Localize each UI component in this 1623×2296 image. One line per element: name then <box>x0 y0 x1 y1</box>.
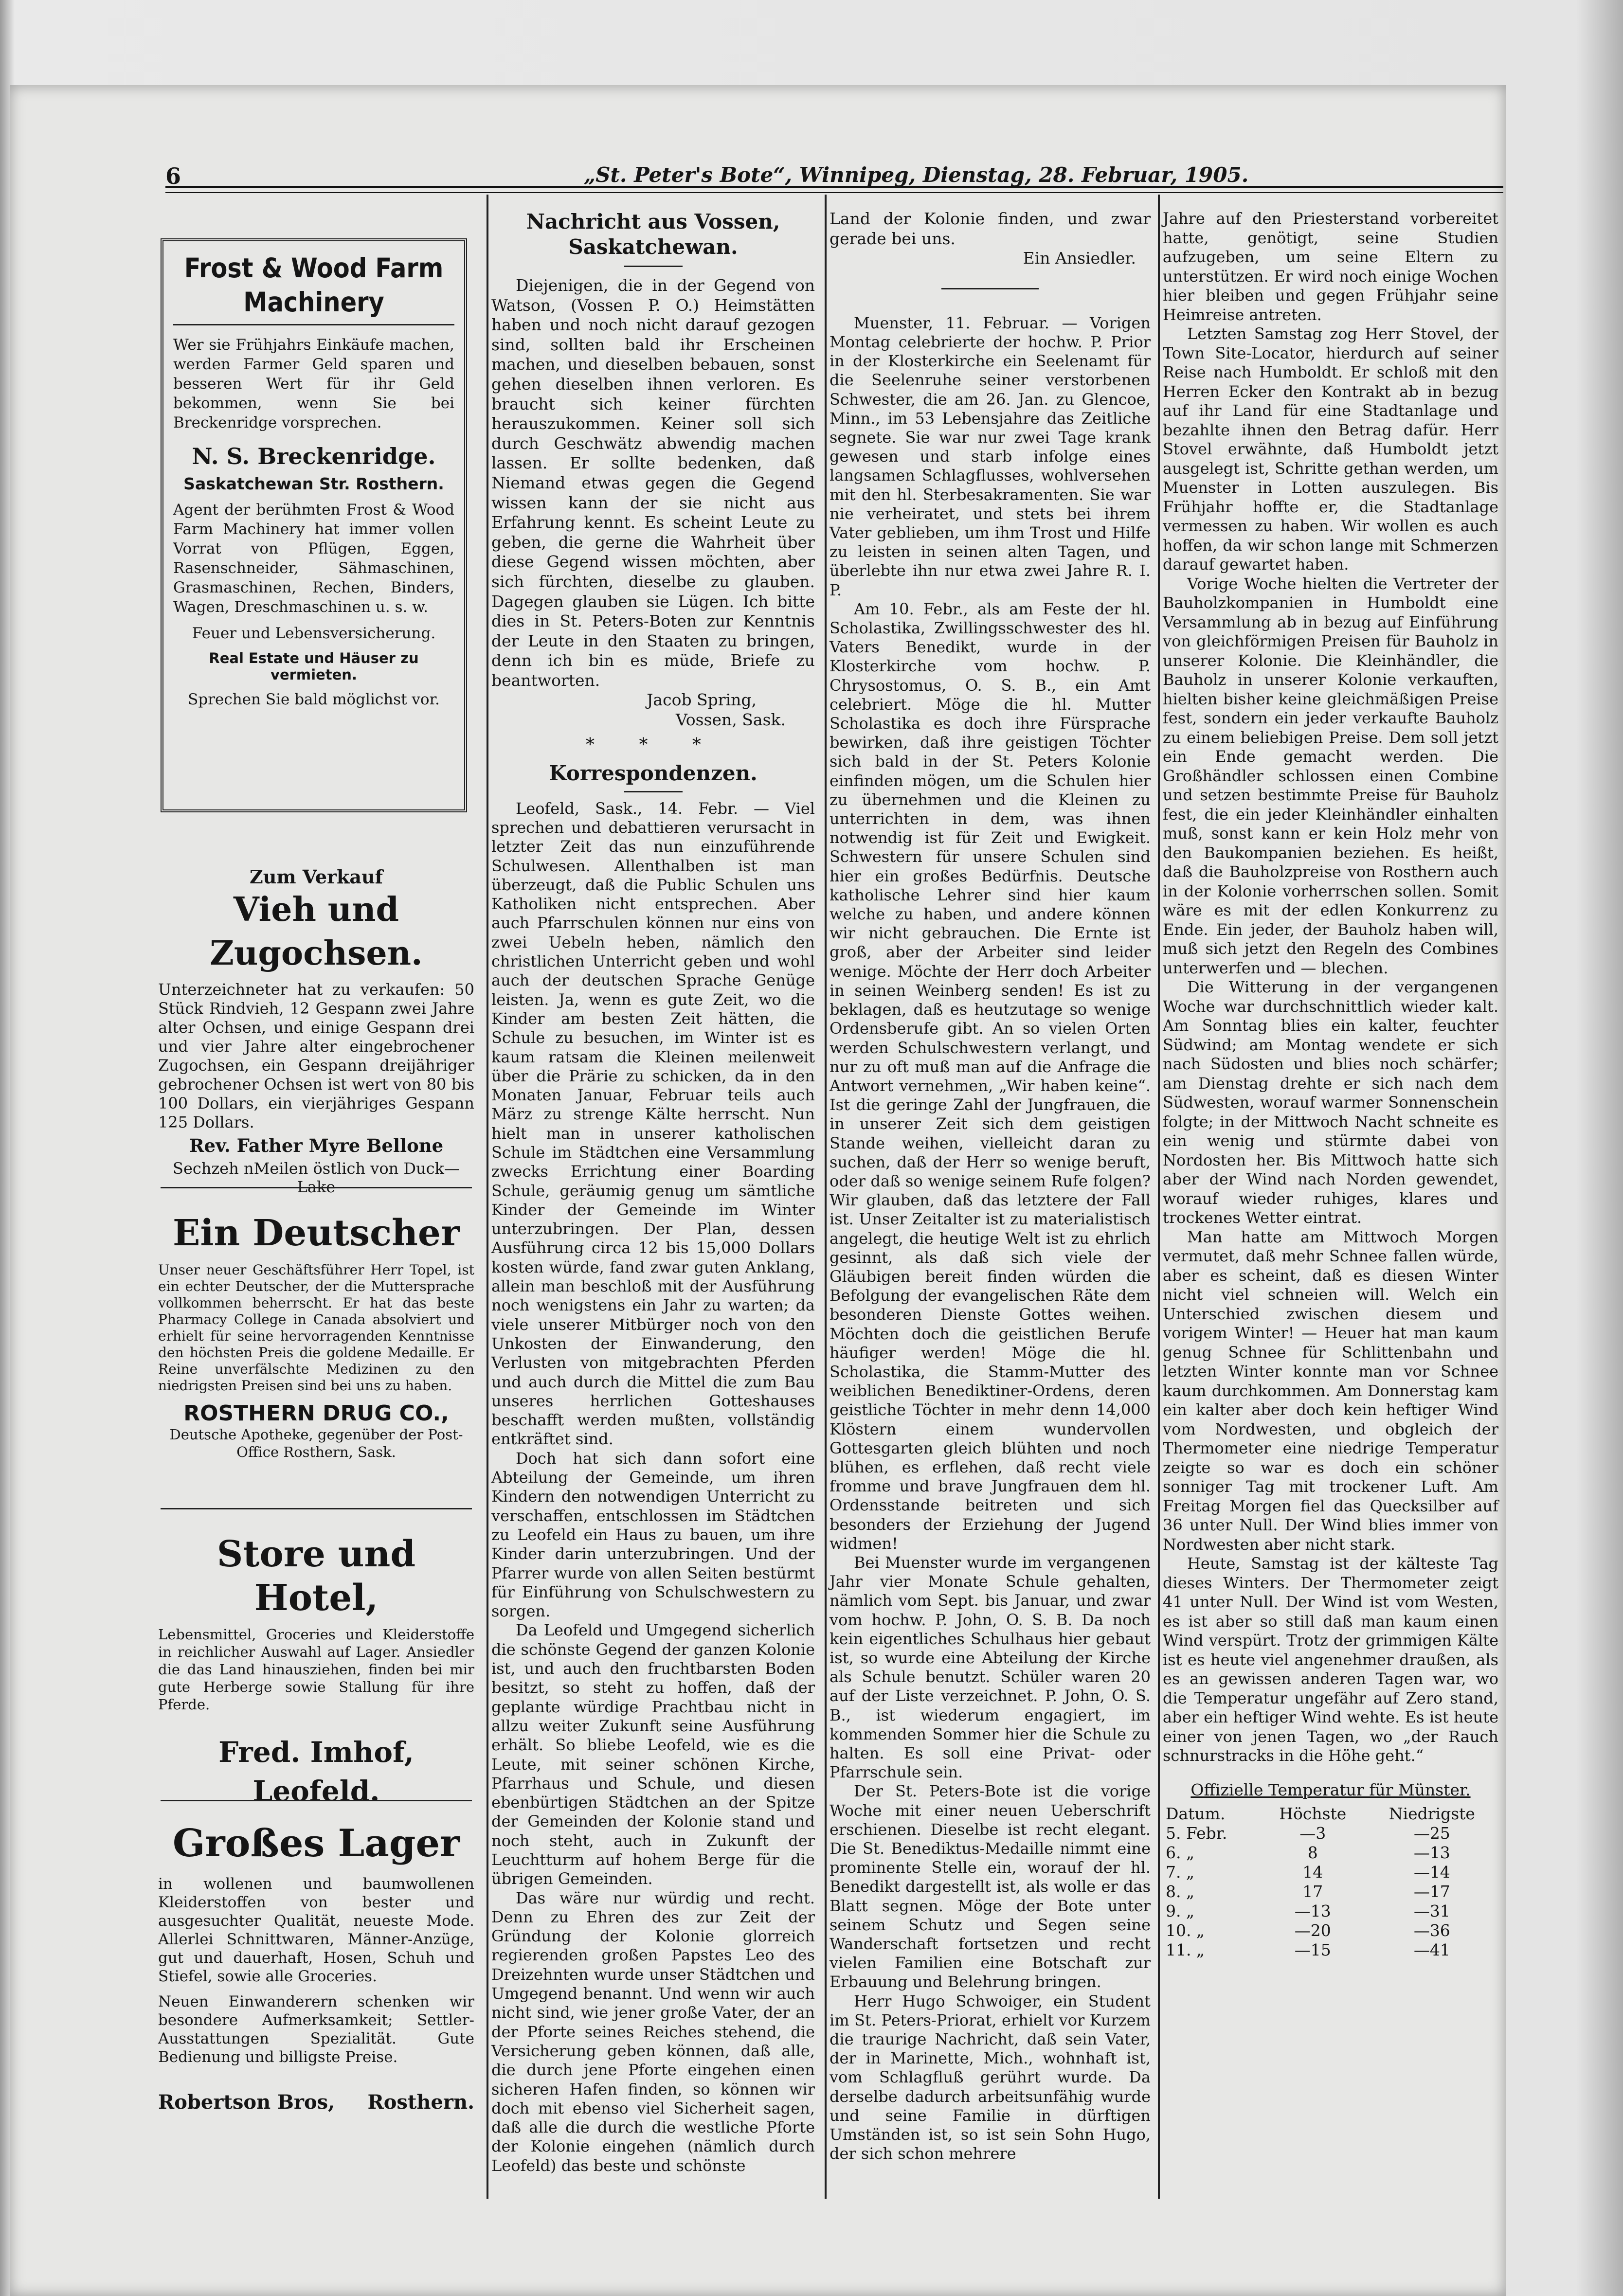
vossen-signer: Jacob Spring, <box>647 690 757 710</box>
header-datum: Datum. <box>1166 1804 1226 1823</box>
frost-wood-closing: Sprechen Sie bald möglichst vor. <box>188 691 440 708</box>
lager-ad <box>158 1819 474 2115</box>
table-row <box>1163 1901 1498 1921</box>
column-rule-2 <box>825 195 827 2199</box>
cell-low: —41 <box>1413 1940 1450 1959</box>
cell-high: 8 <box>1307 1843 1318 1862</box>
store-hotel-title: Store und Hotel, <box>216 1533 416 1619</box>
lager-signer-place: Rosthern. <box>367 2091 474 2114</box>
frost-wood-body: Agent der berühmten Frost & Wood Farm Machinery hat immer vollen Vorrat von Pflügen, Eggen, Rasenschneider, Sähmaschinen, Grasmaschinen, Rechen, Binders, Wagen, Dreschmaschinen u. s. w. <box>173 501 454 616</box>
leofeld-article <box>491 799 815 2175</box>
deutscher-title: Ein Deutscher <box>173 1212 460 1254</box>
cell-low: —31 <box>1413 1901 1450 1920</box>
ad-separator-3 <box>161 1800 472 1801</box>
breckenridge-name: N. S. Breckenridge. <box>192 443 436 469</box>
table-row <box>1163 1863 1498 1882</box>
lager-body: in wollenen und baumwollenen Kleiderstoffen von bester und ausgesuchter Qualität, neueste Mode. Allerlei Schnittwaren, Männer-Anzüge, gut und dauerhaft, Hosen, Schuh und Stiefel, sowie alle Groceries. <box>158 1875 474 1985</box>
cell-high: —20 <box>1294 1920 1331 1940</box>
leofeld-para-1: Leofeld, Sask., 14. Febr. — Viel sprechen und debattieren verursacht in letzter Zeit das nun einzuführende Schulwesen. Allenthalben ist man überzeugt, daß die Public Schulen uns Katholiken nicht entsprechen. Aber auch Pfarrschulen können nur eins von zwei Uebeln heben, nämlich den christlichen Unterricht geben und wohl auch der deutschen Sprache Genüge leisten. Ja, wenn es gute Zeit, wo die Kinder am besten Zeit hätten, die Schule zu besuchen, im Winter ist es kaum ratsam die Kleinen meilenweit über die Prärie zu schicken, da in den Monaten Januar, Februar teils auch März zu strenge Kälte herrscht. Nun hielt man in unserer katholischen Schule im Städtchen eine Versammlung zwecks Errichtung einer Boarding Schule, geräumig genug um sämtliche Kinder der Gemeinde im Winter unterzubringen. Der Plan, dessen Ausführung circa 12 bis 15,000 Dollars kosten würde, fand zwar guten Anklang, allein man beschloß mit der Ausführung noch wenigstens ein Jahr zu warten; da viele unserer Mitbürger noch von den Unkosten der Einwanderung, den Verlusten von mitgebrachten Pferden und auch durch die Mittel die zum Bau unseres herrlichen Gotteshauses beschafft werden mußten, vollständig entkräftet sind. <box>491 799 815 1449</box>
cell-high: 14 <box>1302 1862 1323 1882</box>
muenster-article <box>830 314 1151 2164</box>
cell-date: 6. „ <box>1166 1843 1195 1862</box>
temperature-title: Offizielle Temperatur für Münster. <box>1190 1780 1471 1799</box>
table-row <box>1163 1824 1498 1843</box>
cell-date: 9. „ <box>1166 1901 1195 1920</box>
deutscher-ad <box>158 1211 474 1461</box>
drug-co-address: Deutsche Apotheke, gegenüber der Post-Office Rosthern, Sask. <box>169 1426 463 1460</box>
muenster-para-1: Muenster, 11. Februar. — Vorigen Montag celebrierte der hochw. P. Prior in der Klosterkirche ein Seelenamt für die Seelenruhe seiner verstorbenen Schwester, die am 26. Jan. zu Glencoe, Minn., im 53 Lebensjahre das Zeitliche segnete. Sie war nur zwei Tage krank gewesen und starb infolge eines langsamen Schlagflusses, wohlversehen mit den hl. Sterbesakramenten. Sie war nie verheiratet, und stets bei ihrem Vater geblieben, um ihm Trost und Hilfe zu leisten in seinen alten Tagen, und überlebte ihn nur etwa zwei Jahre R. I. P. <box>830 313 1151 599</box>
verkauf-title: Vieh und Zugochsen. <box>210 890 423 973</box>
masthead-line: „St. Peter's Bote“, Winnipeg, Dienstag, 28. Februar, 1905. <box>584 163 1249 187</box>
section-stars: * * * <box>586 735 721 755</box>
cell-high: —13 <box>1294 1901 1331 1920</box>
col4-para-5: Man hatte am Mittwoch Morgen vermutet, daß mehr Schnee fallen würde, aber es scheint, daß es diesen Winter nicht viel schneien will. Welch ein Unterschied zwischen diesem und vorigem Winter! — Heuer hat man kaum genug Schnee für Schlittenbahn und letzten Winter konnte man vor Schnee kaum durchkommen. Am Donnerstag kam ein kalter aber doch kein heftiger Wind vom Nordwesten, und obgleich der Thermometer eine niedrige Temperatur zeigte so war es doch ein schöner sonniger Tag mit trockener Luft. Am Freitag Morgen fiel das Quecksilber auf 36 unter Null. Der Wind blies immer von Nordwesten aber nicht stark. <box>1163 1227 1498 1554</box>
cell-high: 17 <box>1302 1882 1323 1901</box>
table-row <box>1163 1843 1498 1863</box>
leofeld-para-3: Da Leofeld und Umgegend sicherlich die schönste Gegend der ganzen Kolonie ist, und auch den fruchtbarsten Boden besitzt, so steht zu hoffen, daß der geplante würdige Prachtbau nicht in allzu weiter Zukunft seine Ausführung erhält. So bliebe Leofeld, wie es die Leute, mit seiner schönen Kirche, Pfarrhaus und Schule, und diesen ebenbürtigen Städtchen an der Spitze der Gemeinden der Kolonie stand und noch steht, auch in Zukunft der Leuchtturm auf hohem Berge für die übrigen Gemeinden. <box>491 1621 815 1888</box>
temperature-table <box>1163 1804 1498 1960</box>
cell-high: —3 <box>1299 1823 1326 1843</box>
cell-low: —17 <box>1413 1882 1450 1901</box>
cell-date: 8. „ <box>1166 1882 1195 1901</box>
header-niedrigste: Niedrigste <box>1389 1804 1475 1823</box>
cell-low: —36 <box>1413 1920 1450 1940</box>
drug-co-name: ROSTHERN DRUG CO., <box>183 1401 449 1426</box>
muenster-para-4: Der St. Peters-Bote ist die vorige Woche mit einer neuen Ueberschrift erschienen. Dieselbe ist recht elegant. Die St. Benediktus-Medaille nimmt eine prominente Stelle ein, worauf der hl. Benedikt dargestellt ist, als wolle er das Blatt segnen. Möge der Bote unter seinem Schutz und Segen seine Wanderschaft fortsetzen und recht vielen Familien eine Botschaft zur Erbauung und Belehrung bringen. <box>830 1782 1151 1991</box>
headline-rule <box>624 266 683 267</box>
cell-low: —14 <box>1413 1862 1450 1882</box>
subhead-rule <box>624 791 683 792</box>
col4-article <box>1163 209 1498 1766</box>
col4-para-1: Jahre auf den Priesterstand vorbereitet hatte, genötigt, seine Studien aufzugeben, um seine Eltern zu unterstützen. Er wird noch einige Wochen hier bleiben und gegen Frühjahr seine Heimreise antreten. <box>1163 209 1498 324</box>
verkauf-signer: Rev. Father Myre Bellone <box>189 1135 444 1156</box>
vossen-article <box>491 276 815 690</box>
breckenridge-address: Saskatchewan Str. Rosthern. <box>183 474 444 493</box>
column-2 <box>491 209 815 2175</box>
ad-separator-1 <box>161 1187 472 1188</box>
correspondence-heading: Korrespondenzen. <box>549 761 757 785</box>
column-rule-3 <box>1158 195 1160 2199</box>
column-4 <box>1163 209 1498 1960</box>
header-hoechste: Höchste <box>1279 1804 1347 1823</box>
lager-body-2: Neuen Einwanderern schenken wir besondere Aufmerksamkeit; Settler-Ausstattungen Spezialität. Gute Bedienung und billigste Preise. <box>158 1993 474 2066</box>
frost-wood-insurance: Feuer und Lebensversicherung. <box>192 625 436 642</box>
leofeld-para-2: Doch hat sich dann sofort eine Abteilung der Gemeinde, um ihren Kindern den notwendigen Unterricht zu verschaffen, entschlossen im Städtchen zu Leofeld ein Haus zu bauen, um ihre Kinder darin unterzubringen. Und der Pfarrer wurde von allen Seiten bestürmt für Einführung von Schulschwestern zu sorgen. <box>491 1449 815 1621</box>
col4-para-2: Letzten Samstag zog Herr Stovel, der Town Site-Locator, hierdurch auf seiner Reise nach Humboldt. Er schloß mit den Herren Ecker den Kontrakt ab in bezug auf ihr Land für eine Stadtanlage und bezahlte ihnen den Betrag dafür. Herr Stovel erwähnte, daß Humboldt jetzt ausgelegt ist, Schritte gethan werden, um Muenster in Lotten auszulegen. Bis Frühjahr hoffte er, die Stadtanlage vermessen zu haben. Wir wollen es auch hoffen, da wir schon lange mit Schmerzen darauf gewartet haben. <box>1163 324 1498 574</box>
muenster-para-5: Herr Hugo Schwoiger, ein Student im St. Peters-Priorat, erhielt vor Kurzem die traurige Nachricht, daß sein Vater, der in Marinette, Mich., wohnhaft ist, vom Schlagfluß gerührt wurde. Da derselbe dadurch arbeitsunfähig wurde und seine Familie in dürftigen Umständen ist, so ist sein Sohn Hugo, der sich schon mehrere <box>830 1991 1151 2163</box>
table-row <box>1163 1940 1498 1960</box>
frost-wood-real-estate: Real Estate und Häuser zu vermieten. <box>209 650 419 683</box>
table-row <box>1163 1882 1498 1901</box>
verkauf-kicker: Zum Verkauf <box>250 866 383 888</box>
lager-title: Großes Lager <box>172 1821 460 1866</box>
vossen-body: Diejenigen, die in der Gegend von Watson, (Vossen P. O.) Heimstätten haben und noch nicht darauf gezogen sind, sollten bald ihr Erscheinen machen, und dieselben bebauen, sonst gehen dieselben ihnen verloren. Es braucht sich keiner fürchten herauszukommen. Keiner soll sich durch Geschwätz abwendig machen lassen. Er sollte bedenken, daß Niemand etwas gegen die Gegend wissen kann der sie nicht aus Erfahrung kennt. Es scheint Leute zu geben, die gerne die Wahrheit über diese Gegend wissen möchten, aber sich fürchten, dieselbe zu glauben. Dagegen glauben sie Lügen. Ich bitte dies in St. Peters-Boten zur Kenntnis der Leute in den Staaten zu bringen, denn ich bin es müde, Briefe zu beantworten. <box>491 276 815 690</box>
ad-separator-2 <box>161 1508 472 1509</box>
col4-para-6: Heute, Samstag ist der kälteste Tag dieses Winters. Der Thermometer zeigt 41 unter Null. Der Wind ist vom Westen, es ist aber so still daß man kaum einen Wind verspürt. Trotz der grimmigen Kälte ist es heute viel angenehmer draußen, als es an gewissen anderen Tagen war, wo die Temperatur ungefähr auf Zero stand, aber ein heftiger Wind wehte. Es ist heute einer von jenen Tagen, wo „der Rauch schnurstracks in die Höhe geht.“ <box>1163 1554 1498 1765</box>
vossen-headline: Nachricht aus Vossen, Saskatchewan. <box>526 210 780 259</box>
cell-date: 11. „ <box>1166 1940 1205 1959</box>
column-3 <box>830 209 1151 2163</box>
leofeld-para-4: Das wäre nur würdig und recht. Denn zu Ehren des zur Zeit der Gründung der Kolonie glorreich regierenden großen Papstes Leo des Dreizehnten wurde unser Städtchen und Umgegend benannt. Und wenn wir auch nicht sind, wie jener große Vater, der an der Pforte seines Reiches stehend, die Versicherung geben können, daß alle, die durch jene Pforte eingehen einen sicheren Hafen finden, so können wir doch mit ebenso viel Sicherheit sagen, daß alle die durch die westliche Pforte der Kolonie eingehen (nämlich durch Leofeld) das beste und schönste <box>491 1888 815 2175</box>
cell-date: 7. „ <box>1166 1862 1195 1882</box>
col4-para-3: Vorige Woche hielten die Vertreter der Bauholzkompanien in Humboldt eine Versammlung ab in bezug auf Einführung von gleichförmigen Preisen für Bauholz in unserer Kolonie. Die Kleinhändler, die Bauholz in unserer Kolonie verkauften, hielten bisher keine gleichmäßigen Preise fest, sondern ein jeder verkaufte Bauholz zu einem beliebigen Preise. Dem soll jetzt ein Ende gemacht werden. Die Großhändler schlossen einen Combine und setzen bestimmte Preise für Bauholz fest, die ein jeder Kleinhändler einhalten muß, sonst kann er kein Holz mehr von den Baukompanien beziehen. Es heißt, daß die Bauholzpreise von Rosthern auch in der Kolonie vorherrschen sollen. Somit wäre es mit der edlen Konkurrenz zu Ende. Ein jeder, der Bauholz haben will, muß sich jetzt den Regeln des Combines unterwerfen und — blechen. <box>1163 574 1498 977</box>
verkauf-location: Sechzeh nMeilen östlich von Duck—Lake <box>173 1159 460 1196</box>
col3-signer: Ein Ansiedler. <box>1023 249 1136 268</box>
table-row <box>1163 1921 1498 1940</box>
lager-signer-name: Robertson Bros, <box>158 2091 335 2114</box>
frost-wood-ad <box>161 238 467 812</box>
temperature-header-row <box>1163 1804 1498 1824</box>
col4-para-4: Die Witterung in der vergangenen Woche war durchschnittlich wieder kalt. Am Sonntag blies ein kalter, feuchter Südwind; am Montag wendete er sich nach Südosten und blies noch schärfer; am Dienstag drehte er sich nach dem Südwesten, worauf warmer Sonnenschein folgte; in der Mittwoch Nacht schneite es ein wenig und stürmte dabei von Nordosten her. Bis Mittwoch hatte sich aber der Wind nach Norden gewendet, worauf wieder ruhiges, klares und trockenes Wetter eintrat. <box>1163 978 1498 1227</box>
header-rule <box>165 186 1503 193</box>
frost-wood-title: Frost & Wood Farm Machinery <box>173 251 454 325</box>
store-hotel-ad <box>158 1532 474 1811</box>
lager-signer <box>158 2091 474 2115</box>
cell-high: —15 <box>1294 1940 1331 1959</box>
column-rule-1 <box>487 195 488 2199</box>
page-number: 6 <box>165 163 181 189</box>
cell-low: —25 <box>1413 1823 1450 1843</box>
vossen-signer-place: Vossen, Sask. <box>675 710 786 730</box>
cell-low: —13 <box>1413 1843 1450 1862</box>
verkauf-ad <box>158 866 474 1196</box>
verkauf-body: Unterzeichneter hat zu verkaufen: 50 Stück Rindvieh, 12 Gespann zwei Jahre alter Ochsen, und einige Gespann drei und vier Jahre alter eingebrochener Zugochsen, ein Gespann dreijähriger gebrochener Ochsen ist wert von 80 bis 100 Dollars, ein vierjähriges Gespann 125 Dollars. <box>158 980 474 1131</box>
frost-wood-intro: Wer sie Frühjahrs Einkäufe machen, werden Farmer Geld sparen und besseren Wert für ihr Geld bekommen, wenn Sie bei Breckenridge vorsprechen. <box>173 336 454 431</box>
store-hotel-signer: Fred. Imhof, Leofeld. <box>218 1736 414 1808</box>
cell-date: 10. „ <box>1166 1920 1205 1940</box>
store-hotel-body: Lebensmittel, Groceries und Kleiderstoffe in reichlicher Auswahl auf Lager. Ansiedler die das Land hinausziehen, finden bei mir gute Herberge sowie Stallung für ihre Pferde. <box>158 1626 474 1713</box>
muenster-para-3: Bei Muenster wurde im vergangenen Jahr vier Monate Schule gehalten, nämlich vom Sept. bis Januar, und zwar vom hochw. P. John, O. S. B. Da noch kein eigentliches Schulhaus hier gebaut ist, so wurde eine Abteilung der Kirche als Schule benutzt. Schüler waren 20 auf der Liste verzeichnet. P. John, O. S. B., ist wiederum engagiert, im kommenden Sommer hier die Schule zu halten. Es soll eine Privat- oder Pfarrschule sein. <box>830 1553 1151 1782</box>
deutscher-body: Unser neuer Geschäftsführer Herr Topel, ist ein echter Deutscher, der die Muttersprache vollkommen beherrscht. Er hat das beste Pharmacy College in Canada absolviert und erhielt für seine hervorragenden Kenntnisse den höchsten Preis die goldene Medaille. Er Reine unverfälschte Medizinen zu den niedrigsten Preisen sind bei uns zu haben. <box>158 1262 474 1394</box>
col3-lead: Land der Kolonie finden, und zwar gerade bei uns. <box>830 209 1151 248</box>
col3-rule <box>941 288 1039 289</box>
cell-date: 5. Febr. <box>1166 1823 1227 1843</box>
muenster-para-2: Am 10. Febr., als am Feste der hl. Scholastika, Zwillingsschwester des hl. Vaters Benedikt, wurde in der Klosterkirche vom hochw. P. Chrysostomus, O. S. B., ein Amt celebriert. Möge die hl. Mutter Scholastika es doch ihre Fürsprache bewirken, daß ihre geistigen Töchter sich bald in der St. Peters Kolonie einfinden mögen, um die Schulen hier zu übernehmen und die Kleinen zu unterrichten in dem, was ihnen notwendig ist für Zeit und Ewigkeit. Schwestern für unsere Schulen sind hier ein großes Bedürfnis. Deutsche katholische Lehrer sind hier kaum welche zu haben, und andere können wir nicht gebrauchen. Die Ernte ist groß, aber der Arbeiter sind leider wenige. Möchte der Herr doch Arbeiter in seinen Weinberg senden! Es ist zu beklagen, daß es heutzutage so wenige Ordensberufe gibt. An so vielen Orten werden Schulschwestern verlangt, und nur zu oft muß man auf die Anfrage die Antwort vernehmen, „Wir haben keine“. Ist die geringe Zahl der Jungfrauen, die in unserer Zeit sich dem geistigen Stande weihen, vielleicht daran zu suchen, daß der Herr so wenige beruft, oder daß so wenige seinem Rufe folgen? Wir glauben, daß das letztere der Fall ist. Unser Zeitalter ist zu materialistisch angelegt, die heutige Welt ist zu ehrlich gesinnt, als daß sich viele der Gläubigen bereit finden würden die Befolgung der evangelischen Räte dem besonderen Dienste Gottes weihen. Möchten doch die geistlichen Berufe häufiger werden! Möge die hl. Scholastika, die Stamm-Mutter des weiblichen Benediktiner-Ordens, deren geistliche Töchter in mehr denn 14,000 Klöstern einem wundervollen Gottesgarten gleich blühten und noch blühen, es erflehen, daß recht viele fromme und brave Jungfrauen dem hl. Ordensstande beitreten und sich besonders der Erziehung der Jugend widmen! <box>830 599 1151 1553</box>
